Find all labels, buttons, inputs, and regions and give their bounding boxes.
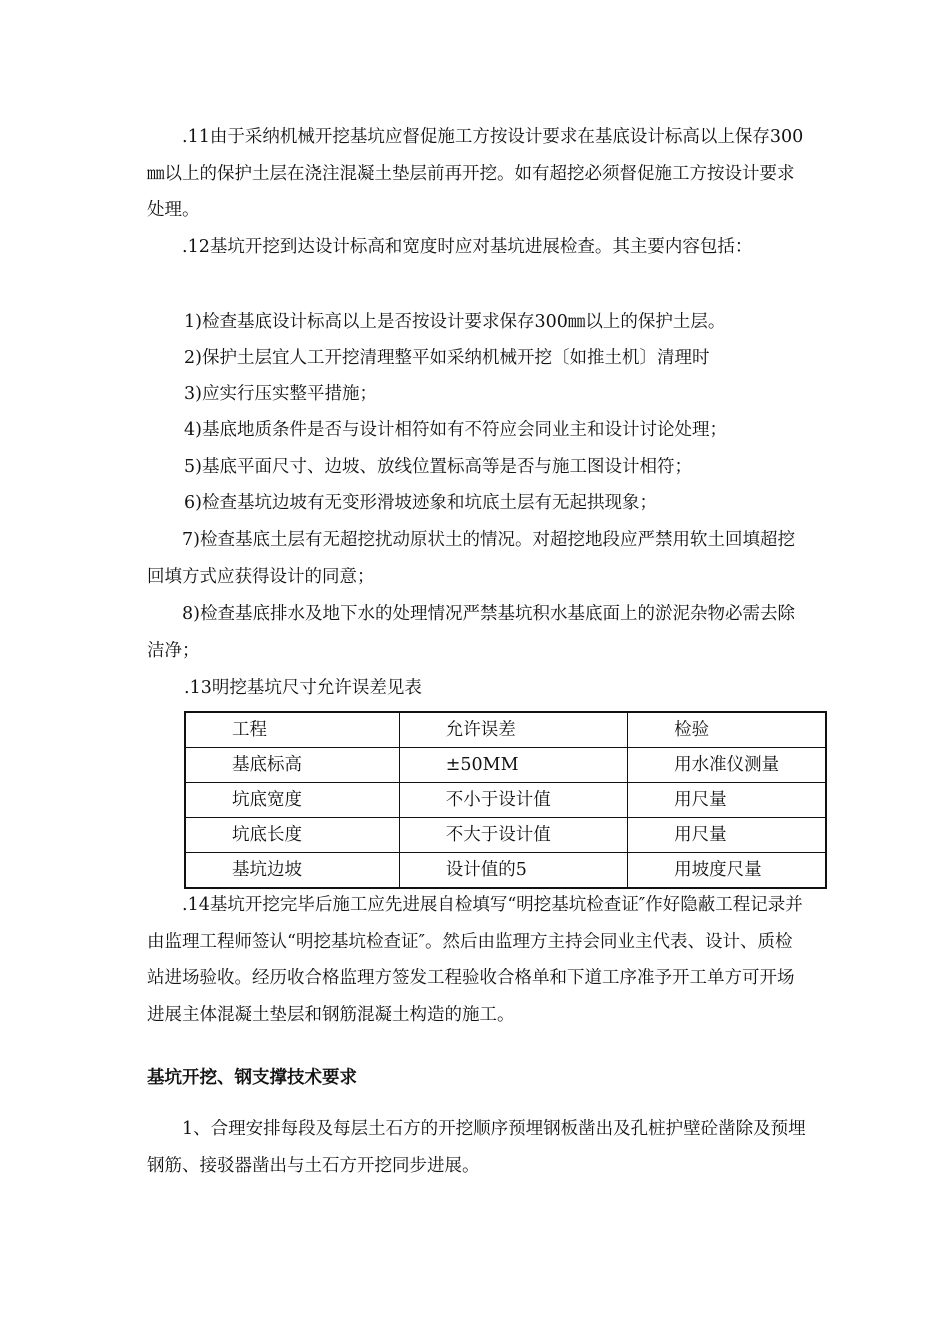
check-item-5: 5)基底平面尺寸、边坡、放线位置标高等是否与施工图设计相符； (184, 457, 692, 477)
paragraph-11: .11由于采纳机械开挖基坑应督促施工方按设计要求在基底设计标高以上保存300㎜以上的保护土层在浇注混凝土垫层前再开挖。如有超挖必须督促施工方按设计要求处理。 (147, 127, 804, 220)
table-cell: 不小于设计值 (399, 783, 627, 818)
table-cell: 设计值的5 (399, 853, 627, 889)
check-item-4: 4)基底地质条件是否与设计相符如有不符应会同业主和设计讨论处理； (184, 420, 727, 440)
paragraph-12: .12基坑开挖到达设计标高和宽度时应对基坑进展检查。其主要内容包括： (182, 237, 753, 257)
table-cell: 用水准仪测量 (628, 748, 826, 783)
tolerance-table (184, 711, 827, 889)
check-item-1: 1)检查基底设计标高以上是否按设计要求保存300㎜以上的保护土层。 (184, 312, 726, 332)
table-cell: 基底标高 (185, 748, 399, 783)
table-row (185, 783, 826, 818)
table-row (185, 748, 826, 783)
table-header-row (185, 712, 826, 748)
paragraph-13: .13明挖基坑尺寸允许误差见表 (184, 678, 422, 698)
check-item-7: 7)检查基底土层有无超挖扰动原状土的情况。对超挖地段应严禁用软土回填超挖回填方式应获得设计的同意； (147, 530, 795, 587)
section-heading: 基坑开挖、钢支撑技术要求 (147, 1068, 357, 1088)
section-item-1: 1、合理安排每段及每层土石方的开挖顺序预埋钢板凿出及孔桩护壁砼凿除及预埋钢筋、接驳器凿出与土石方开挖同步进展。 (147, 1119, 806, 1176)
header-cell: 允许误差 (399, 712, 627, 748)
check-item-3: 3)应实行压实整平措施； (184, 384, 377, 404)
paragraph-14: .14基坑开挖完毕后施工应先进展自检填写“明挖基坑检查证″作好隐蔽工程记录并由监理工程师签认“明挖基坑检查证″。然后由监理方主持会同业主代表、设计、质检站进场验收。经历收合格监理方签发工程验收合格单和下道工序准予开工单方可开场进展主体混凝土垫层和钢筋混凝土构造的施工。 (147, 895, 803, 1025)
check-item-2: 2)保护土层宜人工开挖清理整平如采纳机械开挖〔如推土机〕清理时 (184, 348, 710, 368)
table-row (185, 853, 826, 889)
table-row (185, 818, 826, 853)
table-cell: 坑底宽度 (185, 783, 399, 818)
header-cell: 工程 (185, 712, 399, 748)
check-item-8: 8)检查基底排水及地下水的处理情况严禁基坑积水基底面上的淤泥杂物必需去除洁净； (147, 604, 795, 661)
table-cell: ±50MM (399, 748, 627, 783)
table-cell: 坑底长度 (185, 818, 399, 853)
table-cell: 用坡度尺量 (628, 853, 826, 889)
table-cell: 用尺量 (628, 818, 826, 853)
check-item-6: 6)检查基坑边坡有无变形滑坡迹象和坑底土层有无起拱现象； (184, 493, 657, 513)
table-cell: 不大于设计值 (399, 818, 627, 853)
table-cell: 基坑边坡 (185, 853, 399, 889)
table-cell: 用尺量 (628, 783, 826, 818)
header-cell: 检验 (628, 712, 826, 748)
